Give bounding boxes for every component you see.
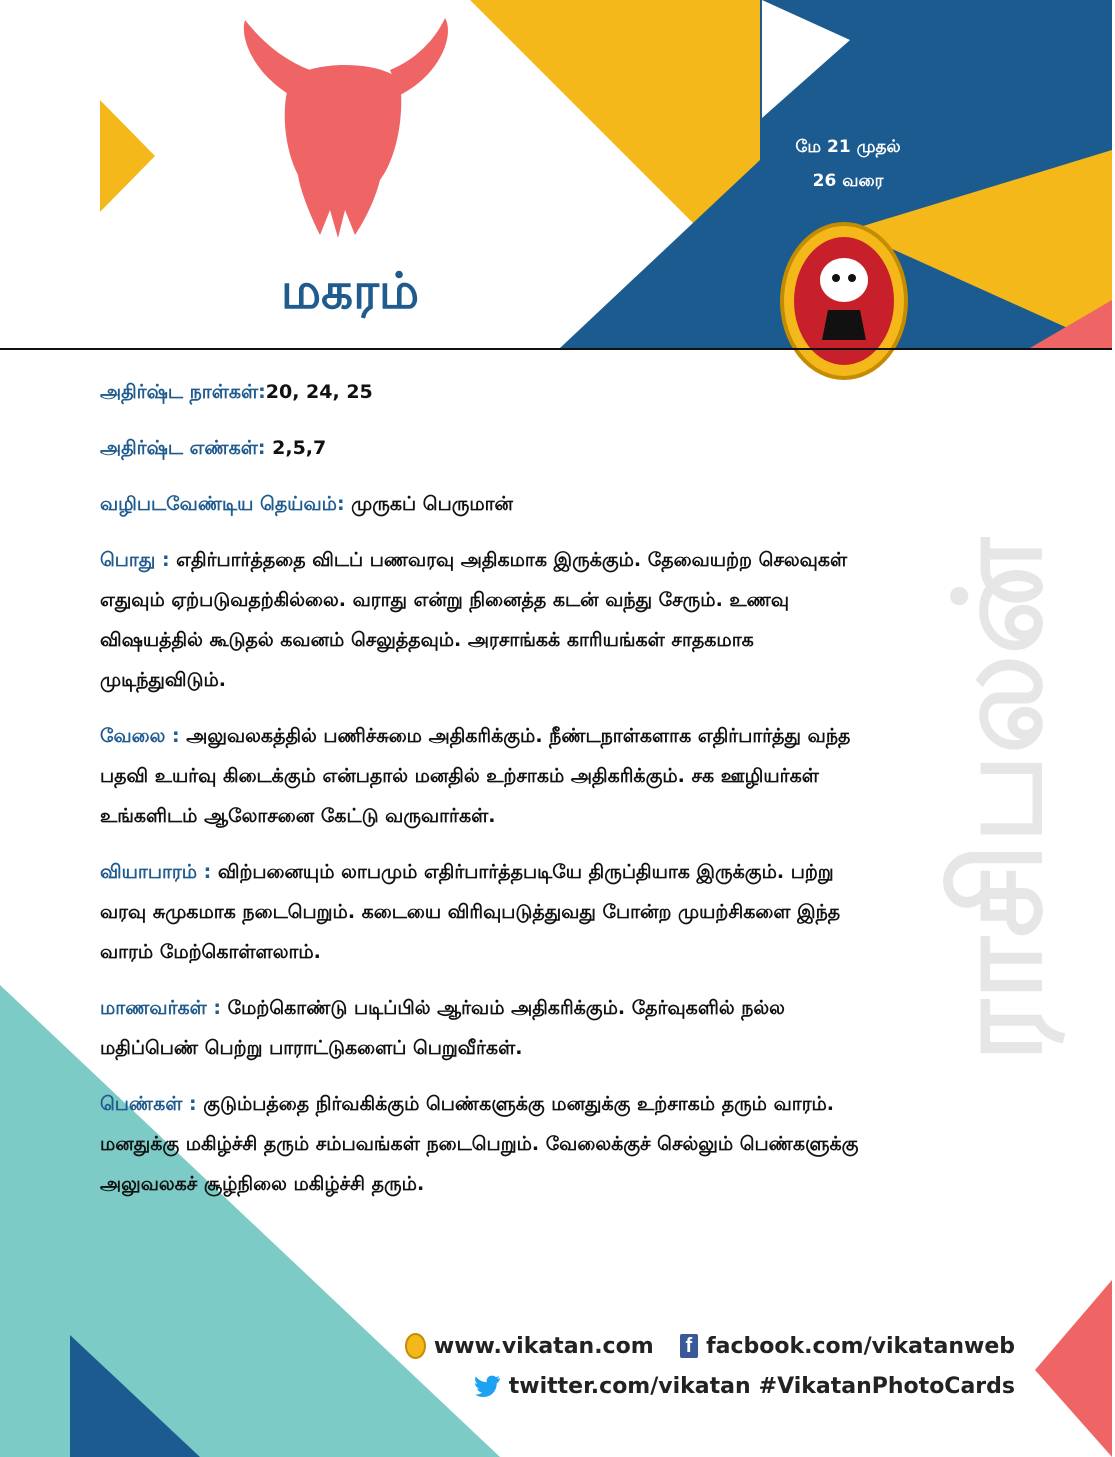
lucky-days-label: அதிர்ஷ்ட நாள்கள்: <box>100 381 266 403</box>
women-text: குடும்பத்தை நிர்வகிக்கும் பெண்களுக்கு மனதுக்கு உற்சாகம் தரும் வாரம். மனதுக்கு மகிழ்ச்சி தரும் சம்பவங்கள் நடைபெறும். வேலைக்குச் செல்லும் பெண்களுக்கு அலுவலகச் சூழ்நிலை மகிழ்ச்சி தரும். <box>100 1093 859 1195</box>
deity-row <box>100 484 870 524</box>
coral-bottom-triangle <box>1035 1280 1112 1457</box>
facebook-link[interactable]: facbook.com/vikatanweb <box>706 1333 1015 1359</box>
business-paragraph <box>100 852 870 972</box>
date-line2: 26 வரை <box>812 171 884 191</box>
footer-line2 <box>470 1366 1015 1406</box>
facebook-icon: f <box>680 1334 698 1358</box>
work-label: வேலை : <box>100 725 187 747</box>
vikatan-mascot-logo <box>778 220 910 382</box>
website-link[interactable]: www.vikatan.com <box>433 1333 654 1359</box>
lucky-days-value: 20, 24, 25 <box>265 381 373 403</box>
date-line1: மே 21 முதல் <box>795 137 901 157</box>
twitter-link[interactable]: twitter.com/vikatan <box>508 1373 751 1399</box>
women-label: பெண்கள் : <box>100 1093 204 1115</box>
watermark-text <box>930 300 1115 1300</box>
students-label: மாணவர்கள் : <box>100 997 228 1019</box>
students-text: மேற்கொண்டு படிப்பில் ஆர்வம் அதிகரிக்கும். தேர்வுகளில் நல்ல மதிப்பெண் பெற்று பாராட்டுகளைப் பெறுவீர்கள். <box>100 997 785 1059</box>
lucky-numbers-value: 2,5,7 <box>265 437 327 459</box>
date-range <box>748 130 948 198</box>
horoscope-content <box>100 372 870 1220</box>
yellow-left-triangle <box>100 100 155 212</box>
students-paragraph <box>100 988 870 1068</box>
business-text: விற்பனையும் லாபமும் எதிர்பார்த்தபடியே திருப்தியாக இருக்கும். பற்று வரவு சுமுகமாக நடைபெறும். கடையை விரிவுபடுத்துவது போன்ற முயற்சிகளை இந்த வாரம் மேற்கொள்ளலாம். <box>100 861 841 963</box>
lucky-numbers-label: அதிர்ஷ்ட எண்கள்: <box>100 437 266 459</box>
deity-value: முருகப் பெருமான் <box>344 493 513 515</box>
lucky-numbers-row <box>100 428 870 468</box>
svg-text:ராசிபலன்: ராசிபலன் <box>930 538 1069 1062</box>
deity-label: வழிபடவேண்டிய தெய்வம்: <box>100 493 345 515</box>
twitter-icon <box>475 1375 501 1397</box>
general-label: பொது : <box>100 549 177 571</box>
work-text: அலுவலகத்தில் பணிச்சுமை அதிகரிக்கும். நீண்டநாள்களாக எதிர்பார்த்து வந்த பதவி உயர்வு கிடைக்கும் என்பதால் மனதில் உற்சாகம் அதிகரிக்கும். சக ஊழியர்கள் உங்களிடம் ஆலோசனை கேட்டு வருவார்கள். <box>100 725 851 827</box>
capricorn-goat-head-icon <box>244 18 448 238</box>
lucky-days-row <box>100 372 870 412</box>
hashtag[interactable]: #VikatanPhotoCards <box>758 1373 1015 1399</box>
business-label: வியாபாரம் : <box>100 861 218 883</box>
work-paragraph <box>100 716 870 836</box>
vikatan-mini-logo-icon <box>405 1333 426 1359</box>
footer-line1 <box>405 1326 1015 1366</box>
general-paragraph <box>100 540 870 700</box>
header-divider <box>0 348 1112 350</box>
women-paragraph <box>100 1084 870 1204</box>
general-text: எதிர்பார்த்ததை விடப் பணவரவு அதிகமாக இருக்கும். தேவையற்ற செலவுகள் எதுவும் ஏற்படுவதற்கில்லை. வராது என்று நினைத்த கடன் வந்து சேரும். உணவு விஷயத்தில் கூடுதல் கவனம் செலுத்தவும். அரசாங்கக் காரியங்கள் சாதகமாக முடிந்துவிடும். <box>100 549 848 691</box>
page-title: மகரம் <box>280 262 420 320</box>
